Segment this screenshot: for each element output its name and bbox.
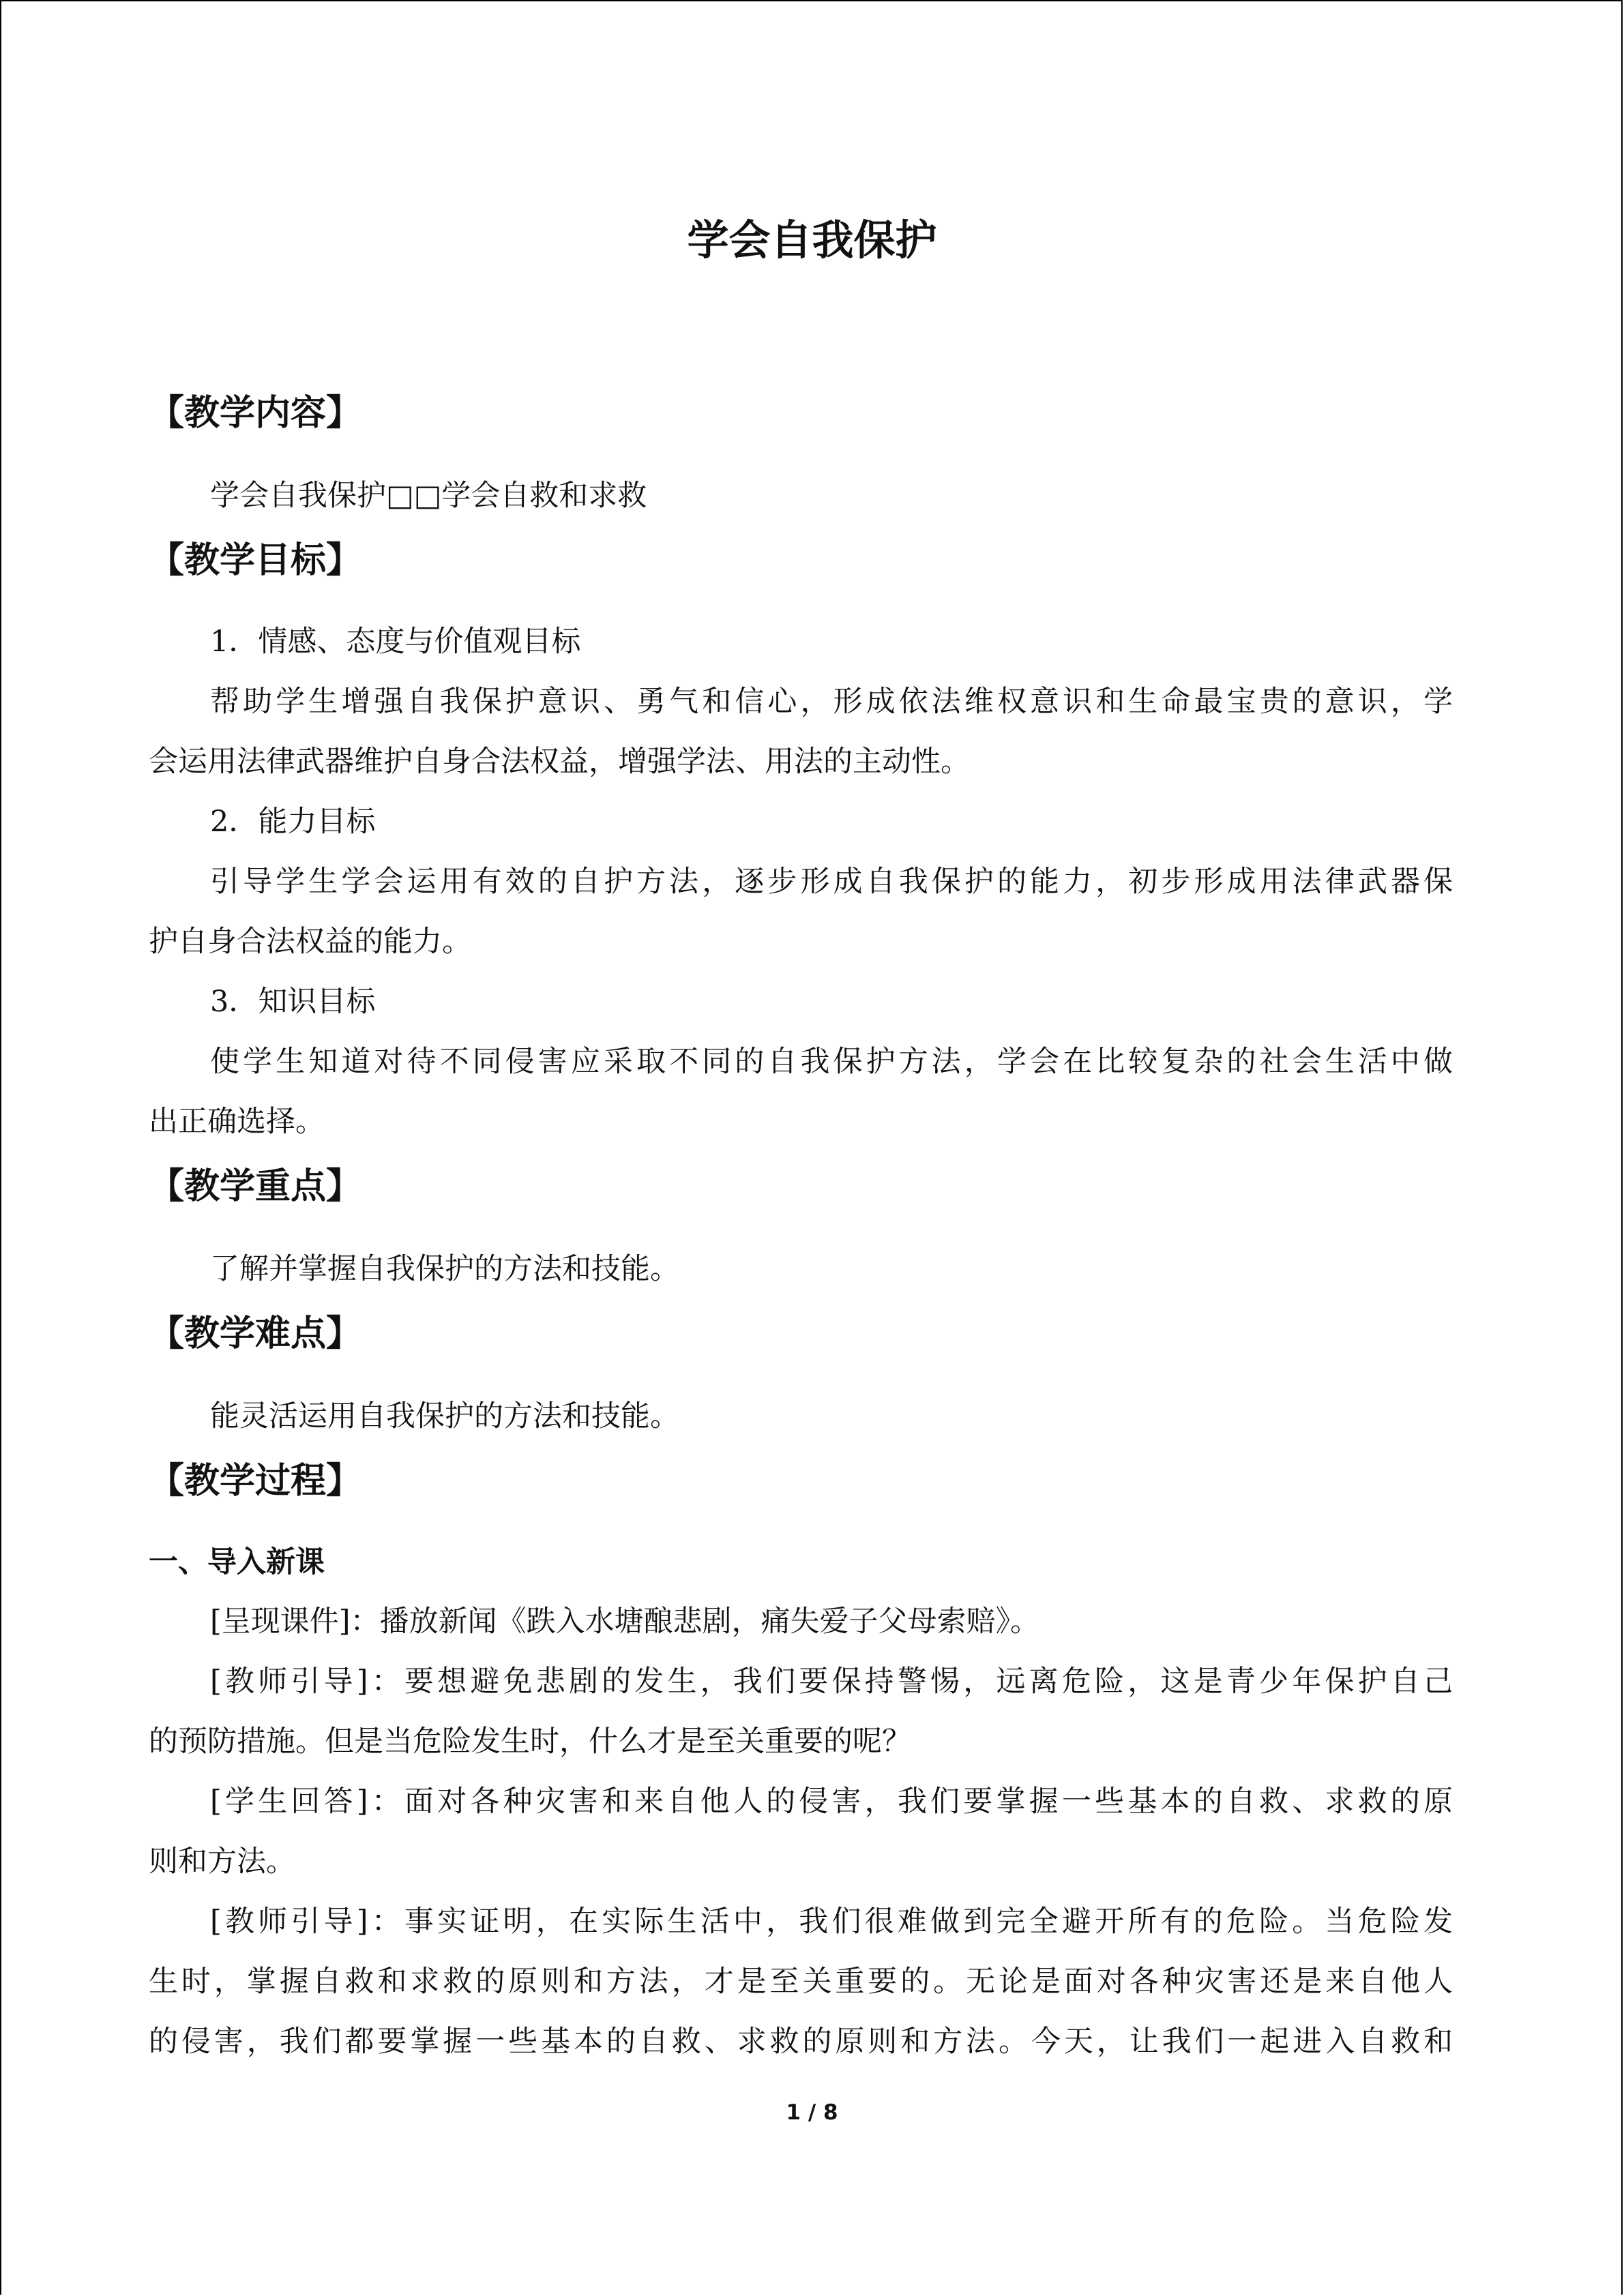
difficulties-text: 能灵活运用自我保护的方法和技能。	[210, 1399, 679, 1433]
heading-teaching-content: 【教学内容】	[149, 393, 362, 434]
process-paragraph-line: [学生回答]：面对各种灾害和来自他人的侵害，我们要掌握一些基本的自救、求救的原	[210, 1785, 1453, 1819]
page-number: 1 / 8	[786, 2100, 838, 2125]
objective-3-text-line: 出正确选择。	[149, 1105, 325, 1139]
objective-1-text-line: 帮助学生增强自我保护意识、勇气和信心，形成依法维权意识和生命最宝贵的意识，学	[210, 685, 1453, 719]
process-paragraph-line: [呈现课件]：播放新闻《跌入水塘酿悲剧，痛失爱子父母索赔》。	[210, 1605, 1040, 1639]
subheading-intro: 一、导入新课	[149, 1545, 325, 1579]
process-paragraph-line: [教师引导]：事实证明，在实际生活中，我们很难做到完全避开所有的危险。当危险发	[210, 1905, 1453, 1939]
process-paragraph-line: [教师引导]：要想避免悲剧的发生，我们要保持警惕，远离危险，这是青少年保护自己	[210, 1665, 1453, 1699]
process-paragraph-line: 的侵害，我们都要掌握一些基本的自救、求救的原则和方法。今天，让我们一起进入自救和	[149, 2025, 1453, 2059]
heading-teaching-objectives: 【教学目标】	[149, 540, 362, 581]
objective-2-label: 2．能力目标	[210, 805, 376, 839]
process-paragraph-line: 则和方法。	[149, 1845, 295, 1879]
heading-key-points: 【教学重点】	[149, 1166, 362, 1207]
process-paragraph-line: 的预防措施。但是当危险发生时，什么才是至关重要的呢？	[149, 1725, 911, 1759]
objective-2-text-line: 护自身合法权益的能力。	[149, 925, 471, 959]
objective-2-text-line: 引导学生学会运用有效的自护方法，逐步形成自我保护的能力，初步形成用法律武器保	[210, 865, 1453, 899]
objective-3-text-line: 使学生知道对待不同侵害应采取不同的自我保护方法，学会在比较复杂的社会生活中做	[210, 1045, 1453, 1079]
objective-3-label: 3．知识目标	[210, 985, 376, 1019]
heading-difficulties: 【教学难点】	[149, 1313, 362, 1354]
document-title: 学会自我保护	[687, 216, 937, 265]
process-paragraph-line: 生时，掌握自救和求救的原则和方法，才是至关重要的。无论是面对各种灾害还是来自他人	[149, 1965, 1453, 1999]
teaching-content-text: 学会自我保护□□学会自救和求救	[210, 479, 647, 513]
key-points-text: 了解并掌握自我保护的方法和技能。	[210, 1252, 679, 1286]
objective-1-label: 1．情感、态度与价值观目标	[210, 625, 581, 659]
objective-1-text-line: 会运用法律武器维护自身合法权益，增强学法、用法的主动性。	[149, 745, 970, 779]
heading-teaching-process: 【教学过程】	[149, 1461, 362, 1502]
